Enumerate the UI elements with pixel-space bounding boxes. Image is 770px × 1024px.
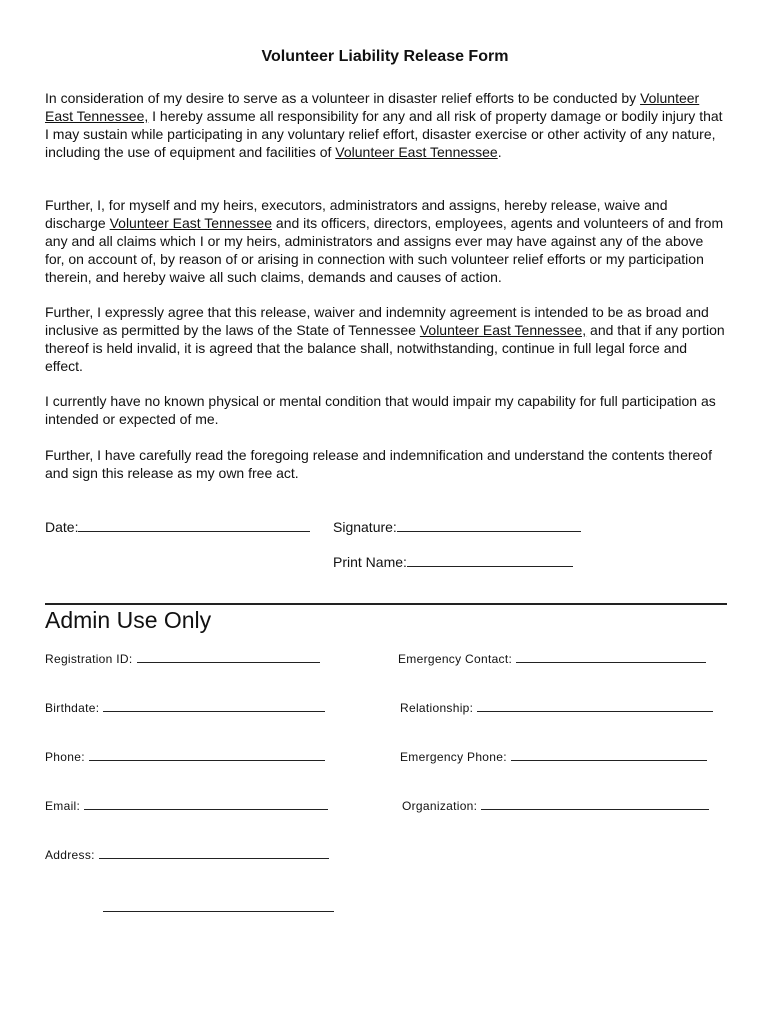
release-lead: Further, I, for myself and my heirs, executors, administrators and assigns, hereby release, waive and discharge [45, 197, 668, 231]
birthdate-field[interactable] [45, 699, 325, 716]
relationship-label: Relationship: [400, 701, 474, 715]
print-name-field[interactable] [333, 553, 573, 571]
email-label: Email: [45, 799, 81, 813]
print-name-line[interactable] [407, 554, 573, 567]
emergency-contact-label: Emergency Contact: [398, 652, 513, 666]
emergency-phone-label: Emergency Phone: [400, 750, 507, 764]
phone-line[interactable] [89, 748, 325, 761]
emergency-contact-field[interactable] [398, 650, 706, 667]
organization-name-link: Volunteer East Tennessee, [45, 90, 700, 124]
signature-label: Signature: [333, 519, 397, 535]
phone-label: Phone: [45, 750, 85, 764]
address-field[interactable] [45, 846, 329, 863]
registration-id-label: Registration ID: [45, 652, 133, 666]
date-label: Date: [45, 519, 79, 535]
address-line-2-field[interactable] [103, 899, 334, 916]
acknowledgement-paragraph: Further, I have carefully read the foregoing release and indemnification and understand the contents thereof and sign this release as my own free act. [45, 447, 712, 481]
emergency-phone-line[interactable] [511, 748, 707, 761]
consideration-lead: In consideration of my desire to serve as a volunteer in disaster relief efforts to be conducted by [45, 90, 641, 106]
signature-field[interactable] [333, 518, 581, 536]
release-paragraph [45, 196, 725, 286]
organization-line[interactable] [481, 797, 709, 810]
condition-paragraph: I currently have no known physical or mental condition that would impair my capability for full participation as intended or expected of me. [45, 393, 716, 427]
address-label: Address: [45, 848, 95, 862]
birthdate-line[interactable] [103, 699, 325, 712]
organization-label: Organization: [402, 799, 478, 813]
release-body: and its officers, directors, employees, agents and volunteers of and from any and all claims which I or my heirs, administrators and assigns ever may have against any of the above for, on account of, by reason of or arising in connection with such volunteer relief efforts or my participation therein, and hereby waive all such claims, demands and causes of action. [45, 215, 724, 285]
date-field[interactable] [45, 518, 310, 536]
consideration-end: . [497, 144, 502, 160]
phone-field[interactable] [45, 748, 325, 765]
birthdate-label: Birthdate: [45, 701, 100, 715]
agreement-lead: Further, I expressly agree that this release, waiver and indemnity agreement is intended to be as broad and inclusive as permitted by the laws of the State of Tennessee [45, 304, 709, 338]
agreement-body: and that if any portion thereof is held invalid, it is agreed that the balance shall, notwithstanding, continue in full legal force and effect. [45, 322, 725, 374]
organization-name-link: Volunteer East Tennessee [109, 215, 273, 231]
agreement-paragraph [45, 303, 725, 375]
organization-name-link: Volunteer East Tennessee, [419, 322, 587, 338]
emergency-contact-line[interactable] [516, 650, 706, 663]
signature-line[interactable] [397, 519, 581, 532]
relationship-line[interactable] [477, 699, 713, 712]
registration-id-field[interactable] [45, 650, 320, 667]
organization-field[interactable] [402, 797, 709, 814]
admin-section-title: Admin Use Only [45, 607, 212, 633]
date-line[interactable] [78, 519, 310, 532]
relationship-field[interactable] [400, 699, 713, 716]
email-line[interactable] [84, 797, 328, 810]
emergency-phone-field[interactable] [400, 748, 707, 765]
consideration-body: I hereby assume all responsibility for any and all risk of property damage or bodily injury that I may sustain while participating in any voluntary relief effort, disaster exercise or other activity of any nature, including the use of equipment and facilities of [45, 108, 723, 160]
organization-name-link: Volunteer East Tennessee [335, 144, 498, 160]
address-line-2[interactable] [103, 899, 334, 912]
form-title: Volunteer Liability Release Form [261, 48, 509, 65]
consideration-paragraph [45, 89, 725, 161]
print-name-label: Print Name: [333, 554, 407, 570]
registration-id-line[interactable] [137, 650, 320, 663]
email-field[interactable] [45, 797, 328, 814]
address-line[interactable] [99, 846, 329, 859]
